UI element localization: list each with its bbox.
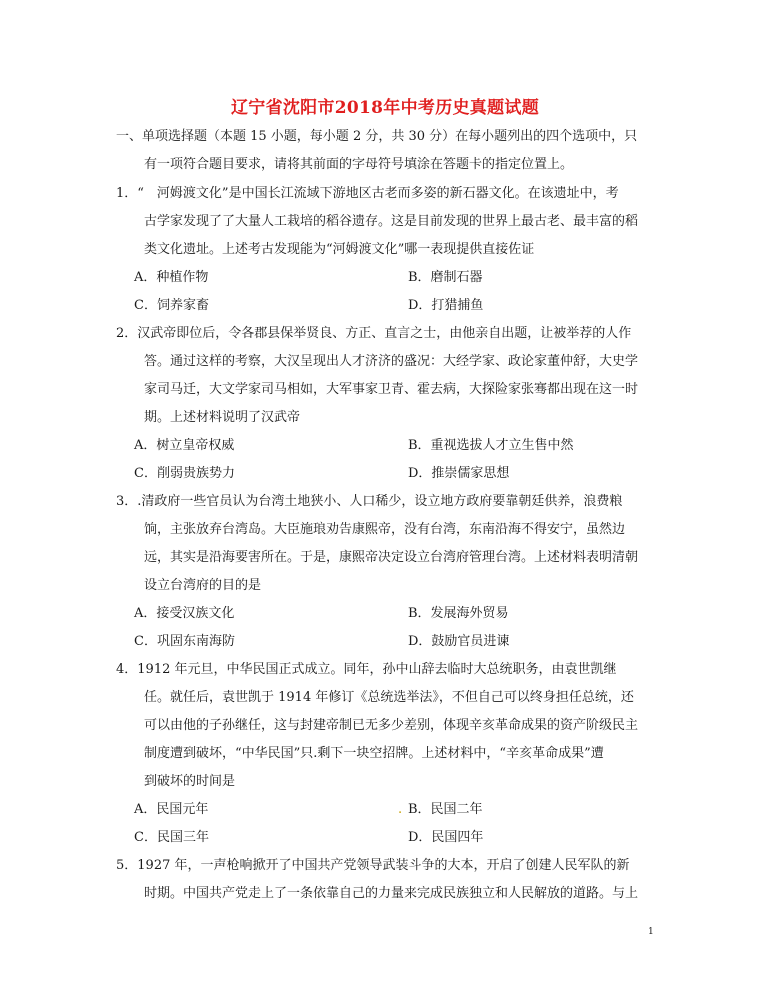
q3-line-4: 设立台湾府的目的是 <box>144 578 262 593</box>
q2-option-a: A．树立皇帝权威 <box>134 438 235 453</box>
q1-line-2: 古学家发现了了大量人工栽培的稻谷遗存。这是目前发现的世界上最古老、最丰富的稻 <box>144 214 639 229</box>
q3-option-a: A．接受汉族文化 <box>134 606 235 621</box>
q1-option-a: A．种植作物 <box>134 270 209 285</box>
q1-line-1: 1．“ 河姆渡文化”是中国长江流域下游地区古老而多姿的新石器文化。在该遗址中，考 <box>116 186 619 201</box>
q4-stray-dot: . <box>398 802 403 817</box>
q2-line-1: 2．汉武帝即位后，令各郡县保举贤良、方正、直言之士，由他亲自出题，让被举荐的人作 <box>116 326 632 341</box>
q1-line-3: 类文化遗址。上述考古发现能为“河姆渡文化”哪一表现提供直接佐证 <box>144 242 535 257</box>
q3-option-c: C．巩固东南海防 <box>134 634 235 649</box>
q3-line-1: 3．.清政府一些官员认为台湾土地狭小、人口稀少，设立地方政府要靠朝廷供养，浪费粮 <box>116 494 623 509</box>
q1-option-d: D．打猎捕鱼 <box>408 298 484 313</box>
q2-option-d: D．推崇儒家思想 <box>408 466 510 481</box>
q2-line-3: 家司马迁，大文学家司马相如，大军事家卫青、霍去病，大探险家张骞都出现在这一时 <box>144 382 639 397</box>
q4-option-b: B．民国二年 <box>408 802 483 817</box>
q4-option-a: A．民国元年 <box>134 802 209 817</box>
q4-line-3: 可以由他的子孙继任，这与封建帝制已无多少差别，体现辛亥革命成果的资产阶级民主 <box>144 718 639 733</box>
q3-option-d: D．鼓励官员进谏 <box>408 634 510 649</box>
q5-line-1: 5．1927 年，一声枪响掀开了中国共产党领导武装斗争的大本，开启了创建人民军队的新 <box>116 858 630 873</box>
q4-line-1: 4．1912 年元旦，中华民国正式成立。同年，孙中山辞去临时大总统职务，由袁世凯继 <box>116 662 617 677</box>
q2-option-c: C．削弱贵族势力 <box>134 466 235 481</box>
q2-line-4: 期。上述材料说明了汉武帝 <box>144 410 301 425</box>
section-instruction-line-1: 一、单项选择题（本题 15 小题，每小题 2 分，共 30 分）在每小题列出的四个选项中，只 <box>116 129 638 144</box>
q1-option-c: C．饲养家畜 <box>134 298 209 313</box>
q5-line-2: 时期。中国共产党走上了一条依靠自己的力量来完成民族独立和人民解放的道路。与上 <box>144 886 639 901</box>
page-title: 辽宁省沈阳市2018年中考历史真题试题 <box>230 98 539 118</box>
q3-option-b: B．发展海外贸易 <box>408 606 509 621</box>
section-instruction-line-2: 有一项符合题目要求，请将其前面的字母符号填涂在答题卡的指定位置上。 <box>144 157 574 172</box>
q4-line-2: 任。就任后，袁世凯于 1914 年修订《总统选举法》，不但自己可以终身担任总统，还 <box>144 690 634 705</box>
q4-option-c: C．民国三年 <box>134 830 209 845</box>
q2-option-b: B．重视选拔人才立生售中然 <box>408 438 574 453</box>
q1-option-b: B．磨制石器 <box>408 270 483 285</box>
q4-line-5: 到破坏的时间是 <box>144 774 236 789</box>
q4-line-4: 制度遭到破坏，“中华民国”只.剩下一块空招牌。上述材料中，“辛亥革命成果”遭 <box>144 746 604 761</box>
q4-option-d: D．民国四年 <box>408 830 484 845</box>
q3-line-3: 远，其实是沿海要害所在。于是，康熙帝决定设立台湾府管理台湾。上述材料表明清朝 <box>144 550 639 565</box>
q3-line-2: 饷，主张放弃台湾岛。大臣施琅劝告康熙帝，没有台湾，东南沿海不得安宁，虽然边 <box>144 522 626 537</box>
page-number: 1 <box>648 927 654 937</box>
q2-line-2: 答。通过这样的考察，大汉呈现出人才济济的盛况：大经学家、政论家董仲舒，大史学 <box>144 354 639 369</box>
